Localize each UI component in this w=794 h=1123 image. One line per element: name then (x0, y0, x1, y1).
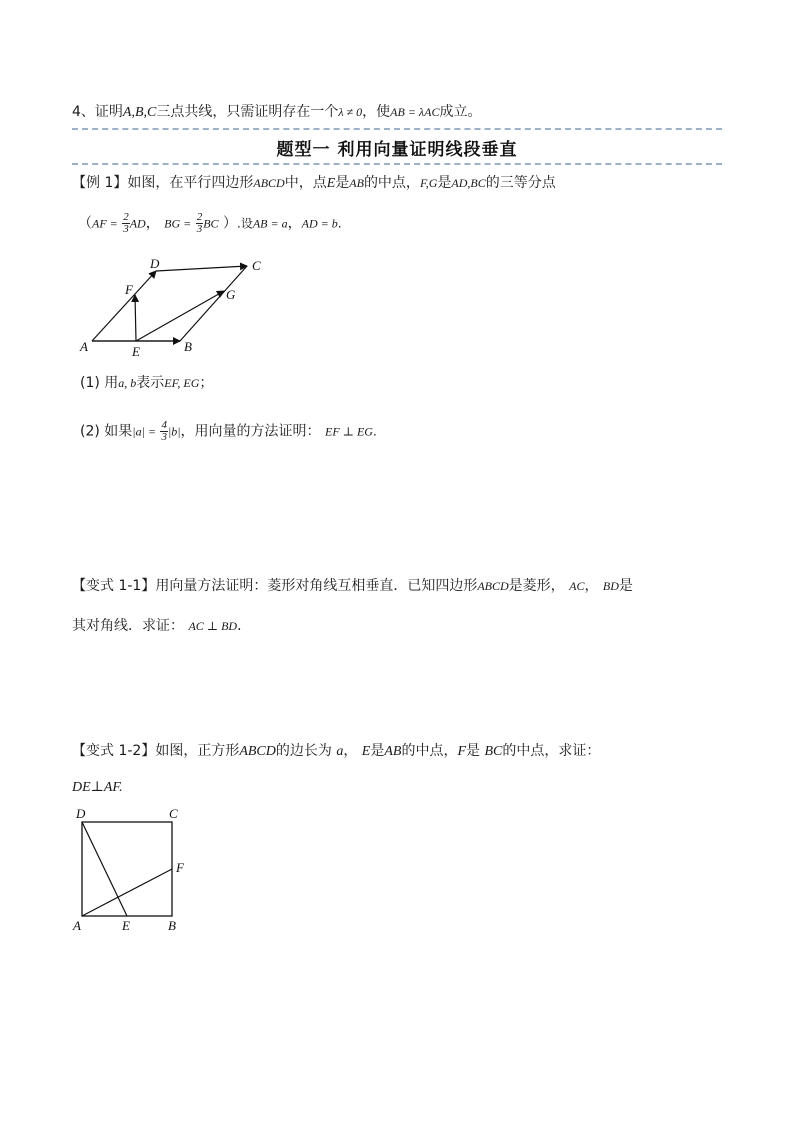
example-1-quad: ABCD (253, 176, 285, 190)
example-1-text-c: 是 (335, 175, 350, 191)
variant-1-1-comma: ， (584, 578, 599, 594)
segment-af (82, 869, 172, 916)
vector-ef (135, 295, 136, 341)
paren-close: ） (223, 215, 238, 232)
example-1-line-2 (78, 212, 342, 235)
side-ad (92, 271, 156, 341)
segment-de (82, 822, 127, 916)
label-a: A (80, 339, 88, 354)
square-label-c: C (169, 806, 178, 821)
variant-1-2-e: E (361, 744, 371, 759)
variant-1-1-line-2-text: 其对角线．求证： (72, 618, 184, 634)
variant-1-2-line-1 (72, 742, 600, 761)
example-1-seg-ab: AB (349, 176, 364, 190)
vector-eg (136, 291, 224, 341)
label-b: B (184, 339, 192, 354)
variant-1-2-text-g: 的中点，求证： (502, 743, 601, 759)
example-1-text-e: 是 (437, 175, 452, 191)
label-d: D (150, 256, 160, 271)
variant-1-2-text-b: 的边长为 (275, 743, 332, 759)
variant-1-2-text-a: 如图，正方形 (155, 743, 240, 759)
bg-lhs: BG = (164, 216, 192, 231)
variant-1-1-tag: 【变式 1-1】 (72, 578, 156, 594)
example-1-text-d: 的中点， (363, 175, 420, 191)
fraction-af (122, 212, 130, 235)
square-label-e: E (122, 918, 130, 933)
q1-end: ； (199, 375, 214, 391)
variant-1-2-ab: AB (384, 744, 402, 759)
label-g: G (226, 287, 236, 302)
set-text: .设 (237, 216, 253, 231)
question-2 (80, 420, 377, 443)
example-1-text-b: 中，点 (284, 175, 327, 191)
variant-1-1-text-c: 是 (618, 578, 633, 594)
statement-4 (72, 103, 481, 122)
q2-label: (2) 如果 (80, 423, 133, 440)
variant-1-2-bc: BC (484, 744, 503, 759)
comma-2: ， (287, 215, 302, 232)
example-1-segs: AD,BC (451, 176, 486, 190)
variant-1-1-end: . (237, 618, 242, 634)
question-1 (80, 374, 213, 392)
statement-4-mid: 三点共线，只需证明存在一个 (156, 104, 339, 120)
fraction-af-den: 3 (123, 223, 129, 235)
side-dc (156, 266, 247, 271)
variant-1-2-tag: 【变式 1-2】 (72, 743, 156, 759)
statement-4-points: A,B,C (122, 105, 157, 120)
variant-1-2-text-d: 是 (370, 743, 385, 759)
q1-label: (1) 用 (80, 375, 119, 391)
variant-1-2-claim: DE⊥AF. (72, 780, 123, 795)
q2-cond-left: |a| = (132, 424, 156, 439)
square-figure (70, 804, 200, 939)
q2-mid: ，用向量的方法证明： (180, 423, 321, 440)
variant-1-1-bd: BD (602, 579, 619, 593)
example-1-tag: 【例 1】 (72, 175, 128, 191)
variant-1-2-f: F (457, 744, 467, 759)
variant-1-2-a: a (336, 744, 344, 759)
fraction-q2-num: 4 (161, 419, 167, 431)
vector-equation: AB = λAC (390, 105, 440, 119)
variant-1-1-text-a: 用向量方法证明：菱形对角线互相垂直．已知四边形 (155, 578, 478, 594)
lambda-condition: λ ≠ 0 (338, 105, 363, 119)
label-c: C (252, 258, 261, 273)
q2-cond-right: |b| (167, 424, 181, 439)
variant-1-2-text-c: ， (343, 743, 358, 759)
separator-bottom (72, 163, 722, 165)
q1-mid: 表示 (136, 375, 165, 391)
af-rhs: AD (129, 216, 146, 231)
example-1-point-e: E (326, 176, 336, 191)
statement-4-prefix: 4、证明 (72, 104, 123, 120)
parallelogram-figure (76, 255, 276, 365)
q2-claim: EF ⊥ EG (325, 424, 373, 439)
q1-vectors: EF, EG (164, 376, 200, 390)
side-bc (180, 266, 247, 341)
period-1: . (337, 216, 342, 231)
variant-1-1-quad: ABCD (477, 579, 509, 593)
bg-rhs: BC (203, 216, 219, 231)
fraction-bg-den: 3 (196, 223, 203, 235)
af-lhs: AF = (92, 216, 118, 231)
variant-1-1-line-1 (72, 577, 633, 595)
fraction-af-num: 2 (123, 211, 129, 223)
square-abcd (82, 822, 172, 916)
variant-1-2-quad: ABCD (239, 744, 276, 759)
square-label-d: D (76, 806, 86, 821)
comma-1: ， (145, 215, 160, 232)
separator-top (72, 128, 722, 130)
fraction-q2-den: 3 (161, 431, 167, 443)
q2-end: . (372, 424, 377, 439)
statement-4-comma: ，使 (362, 104, 391, 120)
q1-vars: a, b (118, 376, 137, 390)
variant-1-1-text-b: 是菱形， (508, 578, 565, 594)
example-1-text-f: 的三等分点 (485, 175, 556, 191)
paren-open: （ (78, 215, 92, 232)
square-label-a: A (73, 918, 81, 933)
variant-1-1-line-2 (72, 617, 242, 635)
variant-1-1-ac: AC (569, 579, 585, 593)
variant-1-1-claim: AC ⊥ BD (188, 619, 238, 633)
example-1-points-fg: F,G (419, 176, 438, 190)
vector-ad-def: AD = b (301, 216, 338, 231)
label-e: E (132, 344, 140, 359)
section-heading: 题型一 利用向量证明线段垂直 (276, 140, 518, 160)
label-f: F (125, 282, 133, 297)
square-label-b: B (168, 918, 176, 933)
example-1-text-a: 如图，在平行四边形 (127, 175, 254, 191)
square-label-f: F (176, 860, 184, 875)
variant-1-2-text-f: 是 (466, 743, 481, 759)
fraction-bg-num: 2 (196, 211, 203, 223)
statement-4-suffix: 成立。 (439, 104, 482, 120)
example-1-line-1 (72, 174, 556, 193)
vector-ab-def: AB = a (252, 216, 288, 231)
variant-1-2-text-e: 的中点， (401, 743, 458, 759)
fraction-q2 (160, 420, 168, 443)
